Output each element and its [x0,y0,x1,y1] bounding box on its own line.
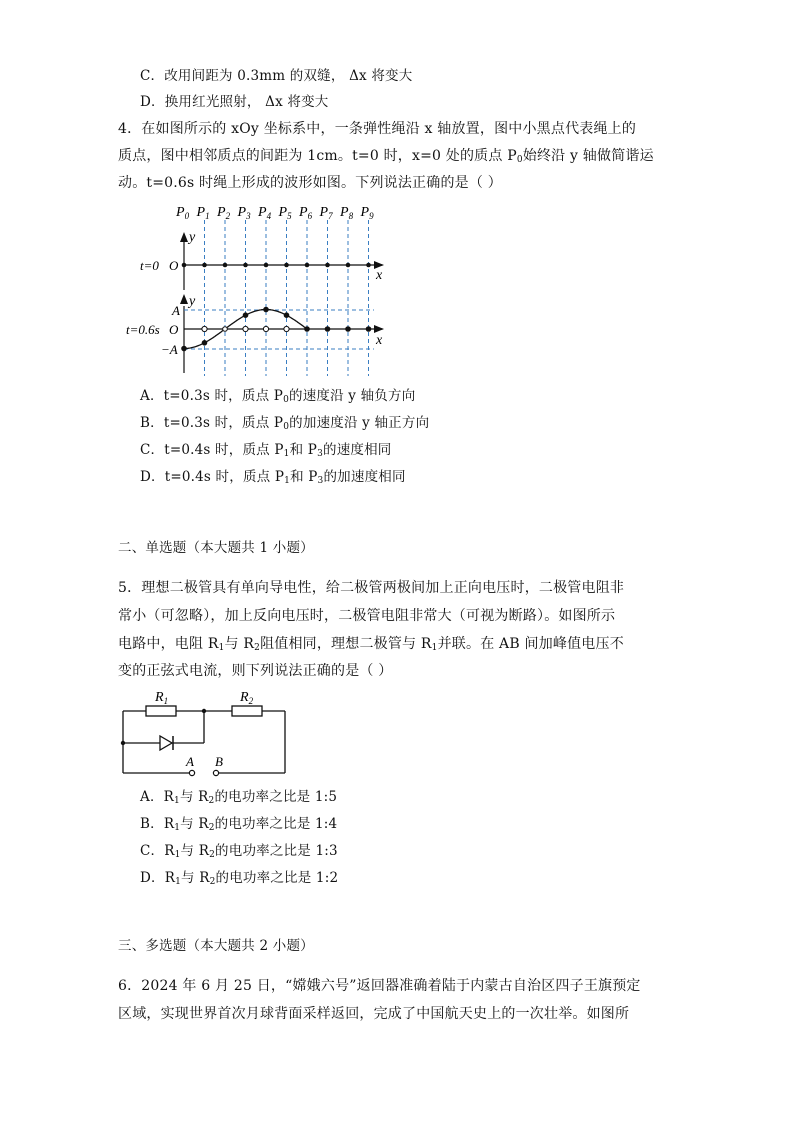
label-p1: $P_1$ [196,205,210,221]
section2-title: 二、单选题（本大题共 1 小题） [118,540,314,556]
q6-stem-line1: 6．2024 年 6 月 25 日，“嫦娥六号”返回器准确着陆于内蒙古自治区四子王旗预定 [118,978,641,994]
t0-particle-p0 [182,263,187,268]
q4-wave-figure [118,198,408,380]
q4-stem-line2: 质点，图中相邻质点的间距为 1cm。t=0 时，x=0 处的质点 $P_0$始终沿 y 轴做简谐运 [118,148,654,165]
t06-x-label: x [376,333,383,348]
q5-stem-line2: 常小（可忽略），加上反向电压时，二极管电阻非常大（可视为断路）。如图所示 [118,608,616,624]
amp-pos-label: A [172,303,180,318]
diode-symbol [160,736,172,750]
t06-label: t=0.6s [126,322,160,337]
terminal-a [189,770,194,775]
t0-particle-p5 [284,263,289,268]
t06-equilibrium-p1 [202,326,207,331]
terminal-b [213,770,218,775]
t06-equilibrium-p5 [284,326,289,331]
q5-option-a: A．$R_1$与 $R_2$的电功率之比是 1:5 [140,789,338,806]
label-p7: $P_7$ [319,205,333,221]
q4-stem-line3: 动。t=0.6s 时绳上形成的波形如图。下列说法正确的是（ ） [118,175,502,191]
label-p4: $P_4$ [258,205,272,221]
q4-option-d: D．t=0.4s 时，质点 $P_1$和 $P_3$的加速度相同 [140,469,406,486]
label-p8: $P_8$ [340,205,354,221]
t0-particle-p3 [243,263,248,268]
t0-y-label: y [189,230,196,245]
q5-stem-line1: 5．理想二极管具有单向导电性，给二极管两极间加上正向电压时，二极管电阻非 [118,580,625,596]
q5-option-b: B．$R_1$与 $R_2$的电功率之比是 1:4 [140,816,338,833]
label-r2: $R_2$ [240,690,254,706]
t06-particle-p8 [346,327,351,332]
label-p5: $P_5$ [278,205,292,221]
q6-stem-line2: 区域，实现世界首次月球背面采样返回，完成了中国航天史上的一次壮举。如图所 [118,1006,630,1022]
q3-option-c: C．改用间距为 0.3mm 的双缝， Δx 将变大 [140,68,413,84]
t0-particle-p8 [346,263,351,268]
t0-particle-p7 [325,263,330,268]
resistor-r2 [232,706,262,716]
t06-y-label: y [189,294,196,309]
t0-particle-p9 [366,263,371,268]
amp-neg-label: −A [161,342,178,357]
label-a: A [186,754,194,769]
t0-particle-p2 [223,263,228,268]
q4-option-c: C．t=0.4s 时，质点 $P_1$和 $P_3$的速度相同 [140,442,392,459]
t0-particle-p1 [202,263,207,268]
point-labels [175,205,374,221]
t06-particle-p4 [264,307,269,312]
q4-option-a: A．t=0.3s 时，质点 $P_0$的速度沿 y 轴负方向 [140,388,416,405]
t06-particle-p2 [223,327,228,332]
q5-option-c: C．$R_1$与 $R_2$的电功率之比是 1:3 [140,843,338,860]
t06-particle-p5 [284,313,289,318]
q5-option-d: D．$R_1$与 $R_2$的电功率之比是 1:2 [140,870,339,887]
t06-particle-p9 [366,327,371,332]
q5-stem-line4: 变的正弦式电流，则下列说法正确的是（ ） [118,663,393,679]
t06-particle-p6 [305,327,310,332]
q4-stem-line1: 4．在如图所示的 xOy 坐标系中，一条弹性绳沿 x 轴放置，图中小黑点代表绳上的 [118,121,637,137]
t06-equilibrium-p4 [263,326,268,331]
t06-particle-p0 [182,346,187,351]
q5-circuit-figure [118,684,298,780]
t0-x-label: x [376,268,383,283]
t06-origin: O [169,322,179,337]
label-p2: $P_2$ [217,205,231,221]
t06-x-arrow [374,325,384,333]
label-b: B [215,754,223,769]
q3-option-d: D．换用红光照射， Δx 将变大 [140,94,329,110]
resistor-r1 [146,706,176,716]
label-p6: $P_6$ [299,205,313,221]
t06-particle-p3 [243,313,248,318]
t06-particle-p1 [202,341,207,346]
label-r1: $R_1$ [155,690,169,706]
t06-equilibrium-p3 [243,326,248,331]
t06-y-arrow [180,294,188,304]
label-p0: $P_0$ [176,205,190,221]
label-p9: $P_9$ [360,205,374,221]
t0-particle-p4 [264,263,269,268]
q5-stem-line3: 电路中，电阻 $R_1$与 $R_2$阻值相同，理想二极管与 $R_1$并联。在 AB 间加峰值电压不 [118,636,624,653]
t0-particle-p6 [305,263,310,268]
q4-option-b: B．t=0.3s 时，质点 $P_0$的加速度沿 y 轴正方向 [140,415,430,432]
t06-particle-p7 [325,327,330,332]
label-p3: $P_3$ [237,205,251,221]
grid-dashed-lines [205,220,369,376]
t0-origin: O [169,258,179,273]
t0-label: t=0 [140,258,159,273]
section3-title: 三、多选题（本大题共 2 小题） [118,938,314,954]
